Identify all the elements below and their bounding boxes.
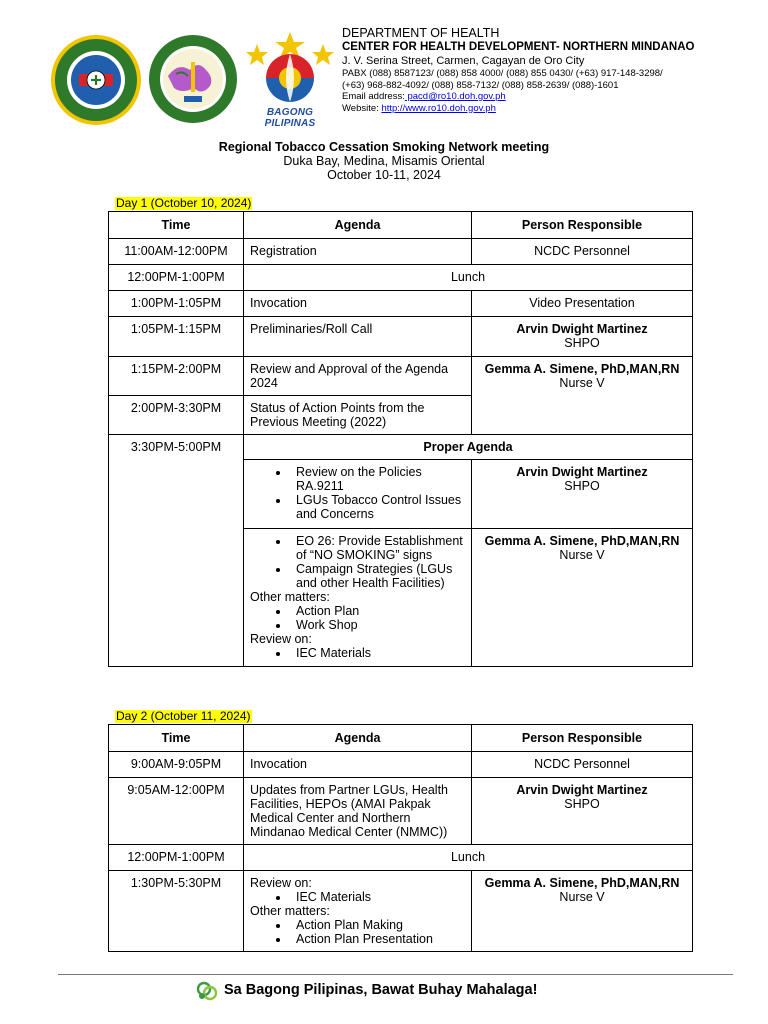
row-time: 9:05AM-12:00PM (109, 778, 244, 845)
table-row (109, 317, 693, 357)
row-agenda (244, 871, 472, 952)
row-agenda (244, 529, 472, 667)
website-link[interactable]: http://www.ro10.doh.gov.ph (381, 102, 496, 114)
agenda-bullet-list (250, 534, 465, 590)
letterhead (342, 26, 752, 114)
list-item: • IEC Materials (290, 646, 465, 660)
row-agenda: Registration (244, 239, 472, 265)
col-time-header: Time (109, 725, 244, 752)
list-item: • Campaign Strategies (LGUs and other Health Facilities) (290, 562, 465, 590)
office-address: J. V. Serina Street, Carmen, Cagayan de Oro City (342, 55, 585, 67)
person-name: Gemma A. Simene, PhD,MAN,RN (484, 876, 680, 890)
list-item: • Action Plan Making (290, 918, 465, 932)
review-on-label: Review on: (250, 632, 312, 646)
doh-department-seal (148, 34, 238, 124)
department-name: DEPARTMENT OF HEALTH (342, 26, 500, 40)
person-name: Gemma A. Simene, PhD,MAN,RN (484, 362, 680, 376)
agenda-bullet-list (250, 646, 465, 660)
phone-line-1: PABX (088) 8587123/ (088) 858 4000/ (088) 855 0430/ (+63) 917-148-3298/ (342, 68, 663, 79)
person-name: Arvin Dwight Martinez (516, 322, 648, 336)
row-person: NCDC Personnel (472, 239, 693, 265)
list-item: • Work Shop (290, 618, 465, 632)
website-label: Website: (342, 102, 382, 114)
col-agenda-header: Agenda (244, 212, 472, 239)
person-title: Nurse V (559, 376, 605, 390)
row-person (472, 460, 693, 529)
col-person-header: Person Responsible (472, 725, 693, 752)
proper-agenda-heading: Proper Agenda (244, 435, 693, 460)
row-person (472, 317, 693, 357)
table-row (109, 752, 693, 778)
phone-line-2: (+63) 968-882-4092/ (088) 858-7132/ (088) 858-2639/ (088)-1601 (342, 79, 619, 91)
website-row (342, 103, 752, 115)
row-time: 3:30PM-5:00PM (109, 435, 244, 667)
row-agenda: Status of Action Points from the Previous Meeting (2022) (244, 396, 472, 435)
row-agenda: Invocation (244, 291, 472, 317)
table-header-row (109, 212, 693, 239)
footer-divider (58, 974, 733, 975)
table-row (109, 357, 693, 396)
row-time: 12:00PM-1:00PM (109, 845, 244, 871)
row-time: 1:30PM-5:30PM (109, 871, 244, 952)
row-time: 1:05PM-1:15PM (109, 317, 244, 357)
row-time: 9:00AM-9:05PM (109, 752, 244, 778)
row-agenda-lunch: Lunch (244, 845, 693, 871)
center-name: CENTER FOR HEALTH DEVELOPMENT- NORTHERN MINDANAO (342, 41, 695, 53)
row-time: 12:00PM-1:00PM (109, 265, 244, 291)
email-row (342, 91, 752, 103)
row-person: NCDC Personnel (472, 752, 693, 778)
col-time-header: Time (109, 212, 244, 239)
person-name: Arvin Dwight Martinez (516, 465, 648, 479)
list-item: • Review on the Policies RA.9211 (290, 465, 465, 493)
leaf-emblem-icon (196, 981, 218, 1006)
table-row (109, 265, 693, 291)
person-name: Gemma A. Simene, PhD,MAN,RN (484, 534, 680, 548)
agenda-bullet-list (250, 465, 465, 521)
table-row (109, 845, 693, 871)
list-item: • Action Plan (290, 604, 465, 618)
person-title: Nurse V (559, 548, 605, 562)
row-person (472, 357, 693, 435)
row-time: 11:00AM-12:00PM (109, 239, 244, 265)
row-person (472, 529, 693, 667)
table-header-row (109, 725, 693, 752)
list-item: • Action Plan Presentation (290, 932, 465, 946)
list-item: • EO 26: Provide Establishment of “NO SMOKING” signs (290, 534, 465, 562)
day2-agenda-table (108, 724, 693, 952)
person-title: SHPO (564, 336, 600, 350)
person-title: SHPO (564, 479, 600, 493)
footer-slogan: Sa Bagong Pilipinas, Bawat Buhay Mahalaga! (224, 982, 538, 998)
doh-republic-seal (50, 34, 142, 126)
review-on-label: Review on: (250, 876, 312, 890)
col-agenda-header: Agenda (244, 725, 472, 752)
row-time: 2:00PM-3:30PM (109, 396, 244, 435)
agenda-bullet-list (250, 604, 465, 632)
row-time: 1:15PM-2:00PM (109, 357, 244, 396)
row-agenda-lunch: Lunch (244, 265, 693, 291)
row-person (472, 871, 693, 952)
person-title: Nurse V (559, 890, 605, 904)
row-agenda: Invocation (244, 752, 472, 778)
row-time: 1:00PM-1:05PM (109, 291, 244, 317)
table-row (109, 778, 693, 845)
list-item: • IEC Materials (290, 890, 465, 904)
agenda-bullet-list (250, 890, 465, 904)
email-link[interactable]: pacd@ro10.doh.gov.ph (404, 91, 506, 102)
person-title: SHPO (564, 797, 600, 811)
list-item: • LGUs Tobacco Control Issues and Concerns (290, 493, 465, 521)
row-agenda: Preliminaries/Roll Call (244, 317, 472, 357)
day1-agenda-table (108, 211, 693, 667)
row-agenda: Updates from Partner LGUs, Health Facilities, HEPOs (AMAI Pakpak Medical Center and Northern Mindanao Medical Center (NMMC)) (244, 778, 472, 845)
row-agenda: Review and Approval of the Agenda 2024 (244, 357, 472, 396)
row-agenda (244, 460, 472, 529)
meeting-venue: Duka Bay, Medina, Misamis Oriental (283, 154, 485, 168)
email-label: Email address: (342, 91, 405, 102)
row-person (472, 778, 693, 845)
table-row (109, 291, 693, 317)
meeting-title: Regional Tobacco Cessation Smoking Network meeting (218, 140, 550, 154)
table-row (109, 435, 693, 460)
other-matters-label: Other matters: (250, 590, 330, 604)
row-person: Video Presentation (472, 291, 693, 317)
day1-label: Day 1 (October 10, 2024) (116, 196, 252, 210)
bagong-pilipinas-logo (245, 30, 335, 129)
col-person-header: Person Responsible (472, 212, 693, 239)
meeting-dates: October 10-11, 2024 (327, 168, 441, 182)
other-matters-label: Other matters: (250, 904, 330, 918)
table-row (109, 871, 693, 952)
table-row (109, 239, 693, 265)
meeting-title-block (0, 140, 768, 182)
person-name: Arvin Dwight Martinez (516, 783, 648, 797)
day2-label: Day 2 (October 11, 2024) (116, 709, 251, 723)
agenda-bullet-list (250, 918, 465, 946)
bagong-pilipinas-wordmark: BAGONG PILIPINAS (264, 107, 316, 129)
